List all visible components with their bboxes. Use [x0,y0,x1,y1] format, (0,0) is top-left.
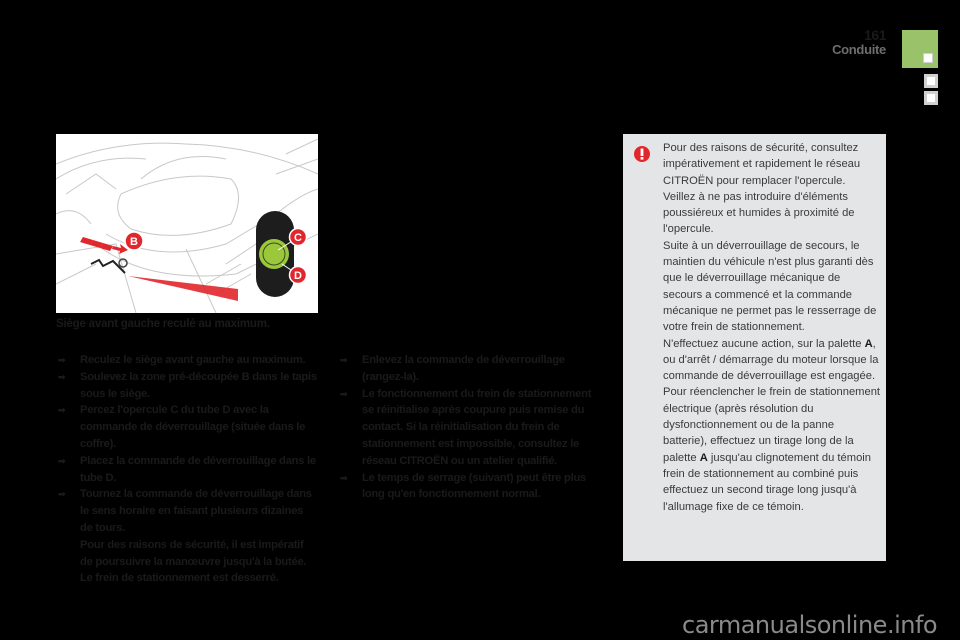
arrow-bullet-icon: ➡ [58,455,66,466]
arrow-bullet-icon: ➡ [58,405,66,416]
exclamation-warning-icon [634,146,650,162]
chapter-tab[interactable] [924,74,938,88]
arrow-bullet-icon: ➡ [58,371,66,382]
page-number: 161 [864,27,886,43]
arrow-bullet-icon: ➡ [340,472,348,483]
tab-marker-icon [927,94,935,102]
safety-note: Pour des raisons de sécurité, il est impératif de poursuivre la manœuvre jusqu'à la butée. Le frein de stationnement est desserré. [80,538,307,585]
warning-paragraph: Pour réenclencher le frein de stationnement électrique (après résolution du dysfonctionnement ou de la panne batterie), effectuez un tirage long de la palette A jusqu'au clignotement du témoin frein de stationnement au combiné puis effectuez un second tirage long jusqu'à l'allumage fixe de ce témoin. [663,386,881,513]
arrow-bullet-icon: ➡ [340,388,348,399]
list-item: ➡ Enlevez la commande de déverrouillage (rangez-la). [340,354,565,383]
chapter-tab[interactable] [924,91,938,105]
list-item: ➡ Le temps de serrage (suivant) peut être plus long qu'en fonctionnement normal. [340,471,587,501]
watermark: carmanualsonline.info [682,611,938,639]
label-b: B [130,236,138,248]
warning-paragraph: N'effectuez aucune action, sur la palette A, ou d'arrêt / démarrage du moteur lorsque la commande de déverrouillage est engagée. [663,337,879,383]
list-item: ➡ Reculez le siège avant gauche au maximum. [58,352,318,369]
warning-paragraph: Veillez à ne pas introduire d'éléments poussiéreux et humides à proximité de l'opercule. [663,190,855,236]
seat-unlock-diagram-icon [56,134,318,313]
section-title: Conduite [832,42,886,57]
arrow-bullet-icon: ➡ [340,355,348,365]
list-item: ➡ Soulevez la zone pré-découpée B dans le tapis sous le siège. [58,370,317,400]
instruction-list-left [58,352,318,587]
warning-box [623,134,886,561]
warning-paragraph: Pour des raisons de sécurité, consultez impérativement et rapidement le réseau CITROËN pour remplacer l'opercule. [663,142,861,187]
seat-illustration [56,134,318,313]
figure-caption: Siège avant gauche reculé au maximum. [56,318,270,330]
label-d: D [294,270,302,282]
instruction-list-middle [340,352,602,503]
list-item: ➡ Tournez la commande de déverrouillage dans le sens horaire en faisant plusieurs dizaines de tours. Pour des raisons de sécurité, il est impératif de poursuivre la manœuvre jusqu'à la butée. Le frein de stationnement est desserré. [58,488,312,585]
tab-marker-icon [923,53,933,63]
chapter-tab-active[interactable] [902,30,938,68]
list-item: ➡ Placez la commande de déverrouillage dans le tube D. [58,454,316,484]
label-c: C [294,232,302,244]
warning-paragraph: Suite à un déverrouillage de secours, le maintien du véhicule n'est plus garanti dès que le déverrouillage mécanique de secours a commencé et la commande mécanique ne permet pas le resserrage de votre frein de stationnement. [663,239,877,334]
arrow-bullet-icon: ➡ [58,355,66,365]
list-item: ➡ Percez l'opercule C du tube D avec la commande de déverrouillage (située dans le coffre). [58,404,306,450]
arrow-bullet-icon: ➡ [58,489,66,500]
warning-text [663,140,881,515]
list-item: ➡ Le fonctionnement du frein de stationnement se réinitialise après coupure puis remise du contact. Si la réinitialisation du frein de stationnement est impossible, consultez le réseau CITROËN ou un atelier qualifié. [340,387,592,467]
tab-marker-icon [927,77,935,85]
page-header [832,28,886,57]
